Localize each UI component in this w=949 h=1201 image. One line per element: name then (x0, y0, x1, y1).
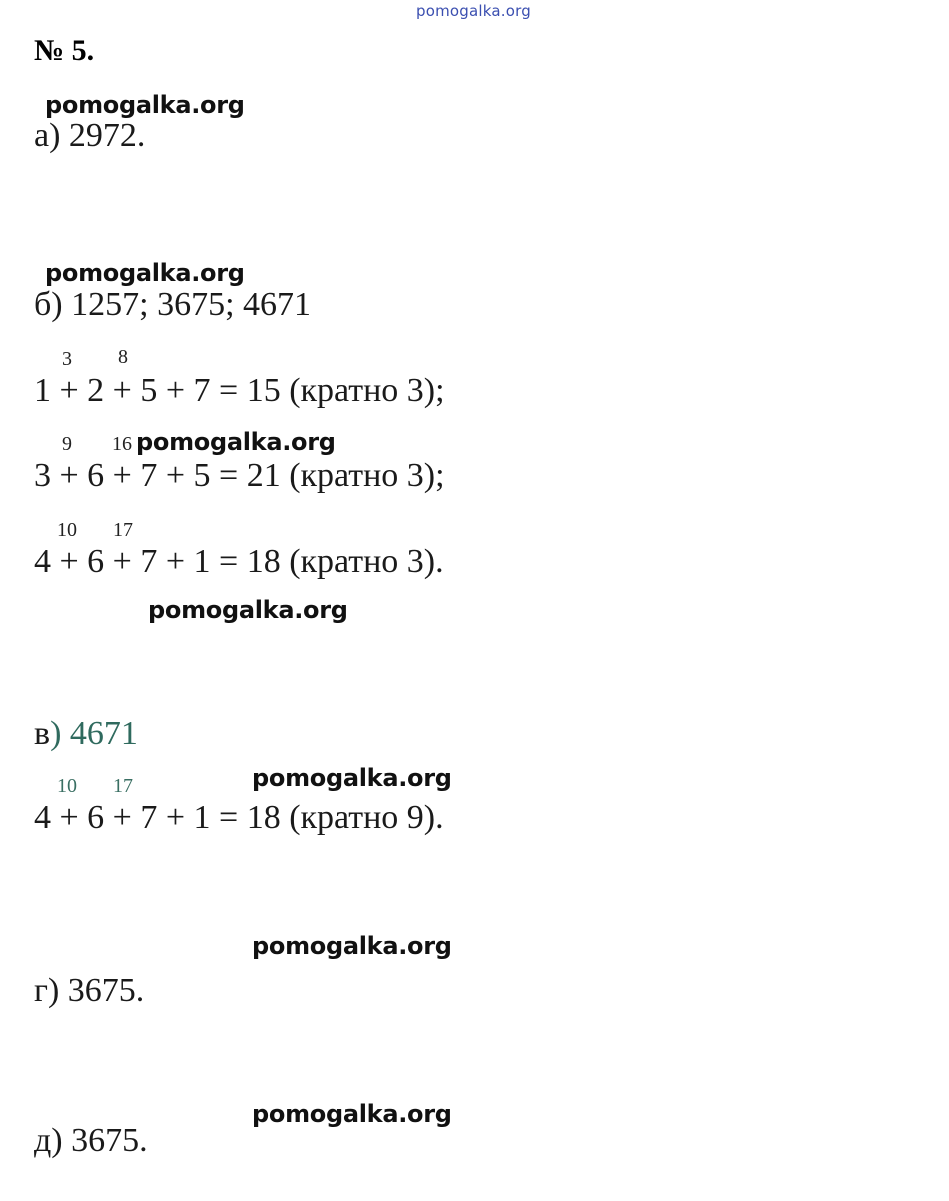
watermark: pomogalka.org (252, 1100, 452, 1128)
answer-a: а) 2972. (34, 117, 146, 154)
digit-sum-line: 3 + 6 + 7 + 5 = 21 (кратно 3); (34, 457, 445, 494)
answer-v (34, 715, 138, 753)
watermark: pomogalka.org (252, 764, 452, 792)
answer-b: б) 1257; 3675; 4671 (34, 286, 312, 323)
header-watermark: pomogalka.org (416, 2, 531, 20)
digit-sum-line: 4 + 6 + 7 + 1 = 18 (кратно 9). (34, 799, 444, 836)
answer-v-letter: в (34, 715, 51, 752)
exercise-title: № 5. (34, 34, 95, 67)
answer-v-value: ) 4671 (50, 715, 138, 752)
carry-digit: 9 (62, 433, 72, 455)
carry-digit: 3 (62, 348, 72, 370)
watermark: pomogalka.org (148, 596, 348, 624)
digit-sum-line: 1 + 2 + 5 + 7 = 15 (кратно 3); (34, 372, 445, 409)
carry-digit: 17 (113, 775, 133, 797)
watermark: pomogalka.org (45, 259, 245, 287)
digit-sum-line: 4 + 6 + 7 + 1 = 18 (кратно 3). (34, 543, 444, 580)
watermark: pomogalka.org (136, 428, 336, 456)
carry-digit: 16 (112, 433, 132, 455)
carry-digit: 17 (113, 519, 133, 541)
carry-digit: 8 (118, 346, 128, 368)
watermark: pomogalka.org (252, 932, 452, 960)
carry-digit: 10 (57, 519, 77, 541)
answer-d: д) 3675. (34, 1122, 148, 1159)
carry-digit: 10 (57, 775, 77, 797)
watermark: pomogalka.org (45, 91, 245, 119)
answer-g: г) 3675. (34, 972, 145, 1009)
